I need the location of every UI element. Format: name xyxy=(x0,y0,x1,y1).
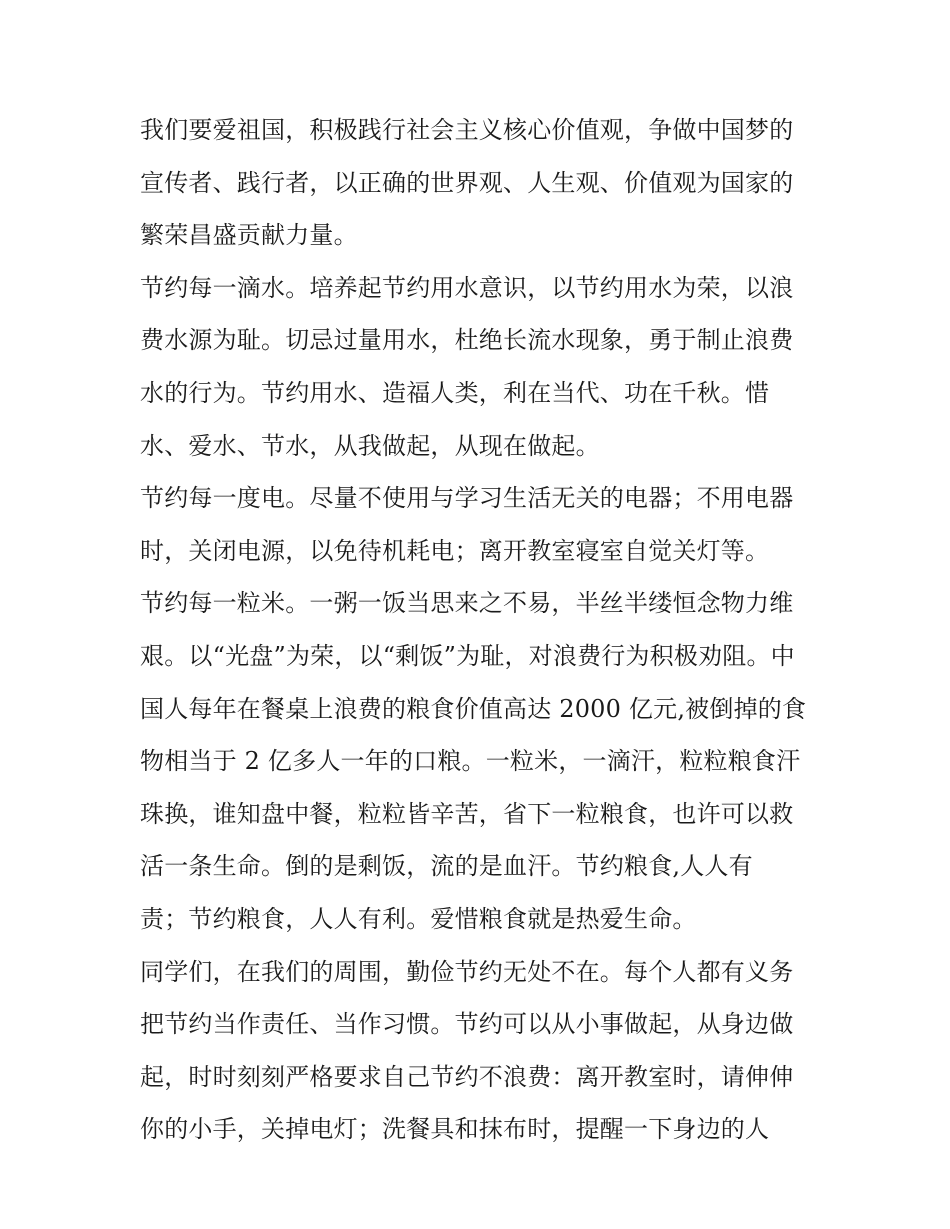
text-line: 时，关闭电源，以免待机耗电；离开教室寝室自觉关灯等。 xyxy=(140,536,770,565)
text-line: 艰。以“光盘”为荣，以“剩饭”为耻，对浪费行为积极劝阻。中 xyxy=(140,641,795,670)
text-line: 水、爱水、节水，从我做起，从现在做起。 xyxy=(140,431,600,460)
text-line: 珠换，谁知盘中餐，粒粒皆辛苦，省下一粒粮食，也许可以救 xyxy=(140,799,794,828)
text-line: 节约每一滴水。培养起节约用水意识，以节约用水为荣，以浪 xyxy=(140,273,794,302)
text-line: 繁荣昌盛贡献力量。 xyxy=(140,221,358,250)
text-line: 节约每一度电。尽量不使用与学习生活无关的电器；不用电器 xyxy=(140,484,794,513)
document-body xyxy=(140,104,820,1156)
text-line: 宣传者、践行者，以正确的世界观、人生观、价值观为国家的 xyxy=(140,168,794,197)
text-line: 国人每年在餐桌上浪费的粮食价值高达 2000 亿元,被倒掉的食 xyxy=(140,694,807,723)
text-line: 把节约当作责任、当作习惯。节约可以从小事做起，从身边做 xyxy=(140,1010,794,1039)
text-line: 费水源为耻。切忌过量用水，杜绝长流水现象，勇于制止浪费 xyxy=(140,326,794,355)
text-line: 节约每一粒米。一粥一饭当思来之不易，半丝半缕恒念物力维 xyxy=(140,589,794,618)
text-line: 我们要爱祖国，积极践行社会主义核心价值观，争做中国梦的 xyxy=(140,116,794,144)
text-line: 你的小手，关掉电灯；洗餐具和抹布时，提醒一下身边的人 xyxy=(140,1115,770,1144)
text-line: 活一条生命。倒的是剩饭，流的是血汗。节约粮食,人人有 xyxy=(140,852,753,881)
text-line: 水的行为。节约用水、造福人类，利在当代、功在千秋。惜 xyxy=(140,378,770,407)
text-line: 同学们，在我们的周围，勤俭节约无处不在。每个人都有义务 xyxy=(140,957,794,986)
text-line: 责；节约粮食，人人有利。爱惜粮食就是热爱生命。 xyxy=(140,904,697,933)
text-line: 起，时时刻刻严格要求自己节约不浪费：离开教室时，请伸伸 xyxy=(140,1062,794,1091)
text-line: 物相当于 2 亿多人一年的口粮。一粒米，一滴汗，粒粒粮食汗 xyxy=(140,747,801,776)
